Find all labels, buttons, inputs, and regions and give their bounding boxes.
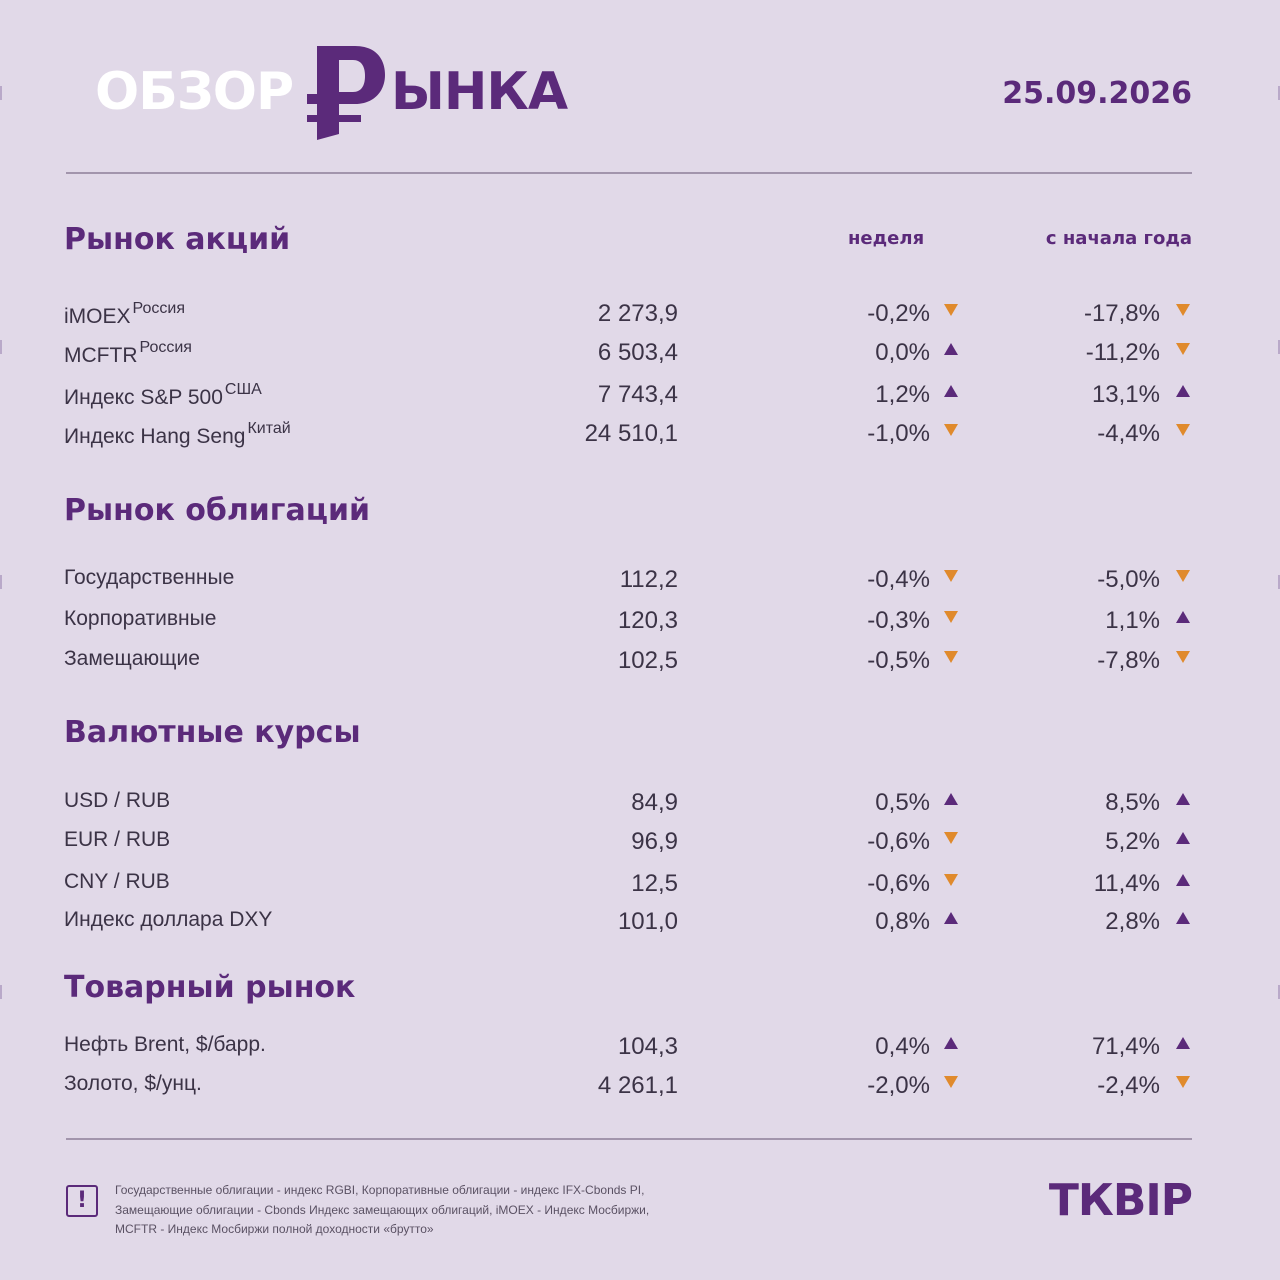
table-row bbox=[0, 607, 1280, 645]
row-name bbox=[64, 1033, 266, 1057]
arrow-down-icon bbox=[1175, 651, 1191, 665]
row-name bbox=[64, 420, 291, 449]
row-name-text: USD / RUB bbox=[64, 789, 171, 812]
row-value: 6 503,4 bbox=[597, 339, 678, 366]
arrow-up-icon bbox=[943, 1037, 959, 1051]
table-row bbox=[0, 1033, 1280, 1071]
row-ytd-change: -5,0% bbox=[1097, 566, 1160, 593]
table-row bbox=[0, 339, 1280, 377]
row-name-text: Индекс доллара DXY bbox=[64, 908, 273, 931]
row-ytd-change: 11,4% bbox=[1093, 870, 1160, 897]
arrow-up-icon bbox=[943, 343, 959, 357]
row-week-change: 0,0% bbox=[875, 339, 930, 366]
row-name bbox=[64, 1072, 202, 1096]
row-value: 104,3 bbox=[617, 1033, 678, 1060]
top-divider bbox=[66, 172, 1192, 174]
row-name-text: Замещающие bbox=[64, 647, 200, 670]
row-region: Россия bbox=[132, 300, 185, 317]
row-ytd-change: 2,8% bbox=[1105, 908, 1160, 935]
arrow-up-icon bbox=[943, 793, 959, 807]
arrow-down-icon bbox=[1175, 304, 1191, 318]
arrow-down-icon bbox=[943, 832, 959, 846]
row-name bbox=[64, 607, 216, 631]
arrow-down-icon bbox=[943, 611, 959, 625]
column-week: неделя bbox=[848, 228, 925, 249]
row-name-text: Золото, $/унц. bbox=[64, 1072, 202, 1095]
row-name-text: MCFTR bbox=[64, 344, 138, 367]
row-name-text: Индекс Hang Seng bbox=[64, 425, 246, 448]
row-name bbox=[64, 566, 234, 590]
table-row bbox=[0, 1072, 1280, 1110]
row-week-change: -0,5% bbox=[867, 647, 930, 674]
footnote bbox=[115, 1181, 815, 1240]
table-row bbox=[0, 300, 1280, 338]
arrow-down-icon bbox=[943, 651, 959, 665]
title-part2: ЫНКА bbox=[391, 62, 568, 122]
arrow-down-icon bbox=[943, 874, 959, 888]
table-row bbox=[0, 647, 1280, 685]
arrow-down-icon bbox=[1175, 424, 1191, 438]
row-name-text: CNY / RUB bbox=[64, 870, 170, 893]
row-name-text: Корпоративные bbox=[64, 607, 217, 630]
row-value: 101,0 bbox=[617, 908, 678, 935]
row-region: США bbox=[224, 381, 262, 398]
row-value: 12,5 bbox=[631, 870, 678, 897]
row-week-change: -1,0% bbox=[867, 420, 930, 447]
row-week-change: -0,6% bbox=[867, 828, 930, 855]
table-row bbox=[0, 566, 1280, 604]
row-week-change: -2,0% bbox=[867, 1072, 930, 1099]
row-name bbox=[64, 908, 272, 932]
section-title: Товарный рынок bbox=[64, 970, 356, 1005]
row-name bbox=[64, 647, 200, 671]
arrow-up-icon bbox=[943, 385, 959, 399]
row-week-change: 1,2% bbox=[875, 381, 930, 408]
arrow-up-icon bbox=[1175, 832, 1191, 846]
warning-icon: ! bbox=[66, 1185, 98, 1217]
edge-mark bbox=[0, 340, 2, 354]
row-name-text: Государственные bbox=[64, 566, 235, 589]
row-ytd-change: 13,1% bbox=[1091, 381, 1160, 408]
row-name bbox=[64, 789, 170, 813]
footnote-line: Государственные облигации - индекс RGBI, Корпоративные облигации - индекс IFX-Cbonds PI, bbox=[115, 1183, 645, 1197]
row-ytd-change: 8,5% bbox=[1105, 789, 1160, 816]
row-value: 84,9 bbox=[631, 789, 678, 816]
row-name-text: EUR / RUB bbox=[64, 828, 171, 851]
row-ytd-change: 5,2% bbox=[1105, 828, 1160, 855]
arrow-up-icon bbox=[1175, 912, 1191, 926]
arrow-up-icon bbox=[1175, 793, 1191, 807]
row-name-text: Индекс S&P 500 bbox=[64, 386, 223, 409]
section-title: Рынок облигаций bbox=[64, 493, 371, 528]
table-row bbox=[0, 381, 1280, 419]
row-week-change: 0,5% bbox=[875, 789, 930, 816]
row-name bbox=[64, 300, 185, 329]
row-week-change: -0,6% bbox=[867, 870, 930, 897]
row-ytd-change: -4,4% bbox=[1097, 420, 1160, 447]
row-ytd-change: -7,8% bbox=[1097, 647, 1160, 674]
row-value: 2 273,9 bbox=[597, 300, 678, 327]
arrow-down-icon bbox=[943, 570, 959, 584]
edge-mark bbox=[0, 985, 2, 999]
section-title: Валютные курсы bbox=[64, 715, 361, 750]
row-week-change: 0,4% bbox=[875, 1033, 930, 1060]
arrow-down-icon bbox=[1175, 570, 1191, 584]
row-ytd-change: 1,1% bbox=[1105, 607, 1160, 634]
arrow-down-icon bbox=[943, 304, 959, 318]
edge-mark bbox=[0, 86, 2, 100]
row-name bbox=[64, 339, 192, 368]
arrow-up-icon bbox=[1175, 1037, 1191, 1051]
row-region: Китай bbox=[247, 420, 291, 437]
arrow-up-icon bbox=[1175, 385, 1191, 399]
row-name-text: iMOEX bbox=[64, 305, 131, 328]
row-name bbox=[64, 870, 170, 894]
row-value: 4 261,1 bbox=[597, 1072, 678, 1099]
row-name bbox=[64, 828, 170, 852]
row-week-change: -0,2% bbox=[867, 300, 930, 327]
row-region: Россия bbox=[139, 339, 192, 356]
footnote-line: Замещающие облигации - Cbonds Индекс замещающих облигаций, iMOEX - Индекс Мосбиржи, bbox=[115, 1202, 650, 1217]
row-ytd-change: 71,4% bbox=[1091, 1033, 1160, 1060]
footnote-line: MCFTR - Индекс Мосбиржи полной доходности «брутто» bbox=[115, 1222, 434, 1236]
table-row bbox=[0, 828, 1280, 866]
title-part1: ОБЗОР bbox=[95, 62, 294, 122]
row-ytd-change: -11,2% bbox=[1085, 339, 1160, 366]
row-value: 120,3 bbox=[617, 607, 678, 634]
arrow-up-icon bbox=[1175, 611, 1191, 625]
ruble-logo-icon bbox=[303, 42, 393, 142]
row-value: 112,2 bbox=[619, 566, 678, 593]
bottom-divider bbox=[66, 1138, 1192, 1140]
edge-mark bbox=[0, 575, 2, 589]
row-ytd-change: -17,8% bbox=[1083, 300, 1160, 327]
row-value: 7 743,4 bbox=[597, 381, 678, 408]
arrow-down-icon bbox=[1175, 1076, 1191, 1090]
section-title: Рынок акций bbox=[64, 222, 291, 257]
arrow-down-icon bbox=[1175, 343, 1191, 357]
arrow-up-icon bbox=[1175, 874, 1191, 888]
row-value: 102,5 bbox=[617, 647, 678, 674]
table-row bbox=[0, 789, 1280, 827]
arrow-down-icon bbox=[943, 424, 959, 438]
brand-logo: ТКВIР bbox=[1048, 1175, 1192, 1226]
arrow-down-icon bbox=[943, 1076, 959, 1090]
table-row bbox=[0, 870, 1280, 908]
table-row bbox=[0, 908, 1280, 946]
row-ytd-change: -2,4% bbox=[1097, 1072, 1160, 1099]
column-ytd: с начала года bbox=[1045, 228, 1192, 249]
row-week-change: 0,8% bbox=[875, 908, 930, 935]
row-week-change: -0,4% bbox=[867, 566, 930, 593]
report-date: 25.09.2026 bbox=[1002, 76, 1192, 111]
row-name-text: Нефть Brent, $/барр. bbox=[64, 1033, 266, 1056]
row-value: 24 510,1 bbox=[584, 420, 678, 447]
row-value: 96,9 bbox=[631, 828, 678, 855]
arrow-up-icon bbox=[943, 912, 959, 926]
row-week-change: -0,3% bbox=[867, 607, 930, 634]
table-row bbox=[0, 420, 1280, 458]
row-name bbox=[64, 381, 262, 410]
